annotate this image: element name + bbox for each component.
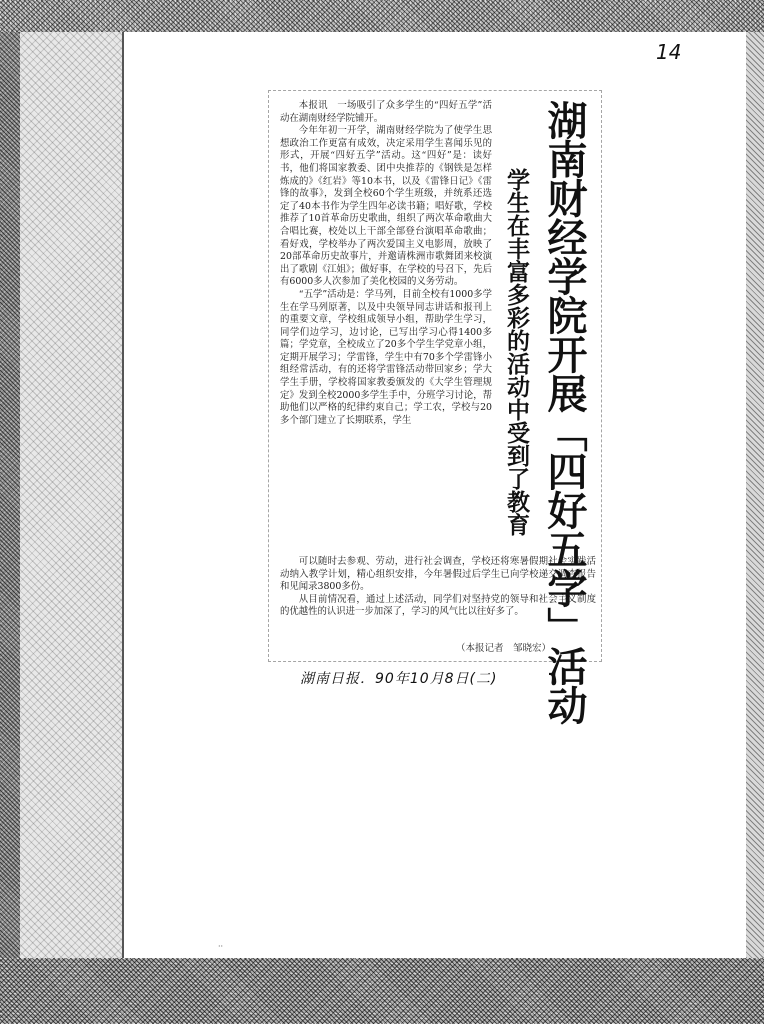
scan-speck: ·· xyxy=(218,942,224,951)
handwritten-source-note: 湖南日报．90年10月8日(二) xyxy=(300,671,498,687)
article-paragraph: 从目前情况看，通过上述活动，同学们对坚持党的领导和社会主义制度的优越性的认识进一步加深了，学习的风气比以往好多了。 xyxy=(280,593,596,618)
article-headline: 湖南财经学院开展「四好五学」活动 xyxy=(541,100,587,724)
article-paragraph: 本报讯 一场吸引了众多学生的“四好五学”活动在湖南财经学院铺开。 xyxy=(280,100,492,124)
article-paragraph: “五学”活动是：学马列，目前全校有1000多学生在学马列原著，以及中央领导同志讲话和报刊上的重要文章，学校组成领导小组，帮助学生学习，同学们边学习，边讨论，已写出学习心得1400多篇；学党章，全校成立了20多个学生学党章小组，定期开展学习；学雷锋，学生中有70多个学雷锋小组经常活动，有的还将学雷锋活动带回家乡；学大学生手册，学校将国家教委颁发的《大学生管理规定》发到全校2000多学生手中，分班学习讨论，帮助他们以严格的纪律约束自己；学工农，学校与20多个部门建立了长期联系，学生 xyxy=(280,288,492,426)
article-paragraph: 可以随时去参观、劳动，进行社会调查，学校还将寒暑假期社会实践活动纳入教学计划，精心组织安排，今年暑假过后学生已向学校递交调查报告和见闻录3800多份。 xyxy=(280,556,596,593)
scan-edge-top xyxy=(0,0,764,32)
scan-edge-left xyxy=(0,0,20,1024)
scan-edge-bottom xyxy=(0,958,764,1024)
article-subheadline: 学生在丰富多彩的活动中受到了教育 xyxy=(503,168,529,536)
article-byline: （本报记者 邹晓宏） xyxy=(456,643,552,654)
article-body-wide xyxy=(280,556,596,619)
scan-edge-right xyxy=(744,0,764,1024)
page-number: 14 xyxy=(656,40,682,64)
article-paragraph: 今年年初一开学，湖南财经学院为了使学生思想政治工作更富有成效，决定采用学生喜闻乐见的形式，开展“四好五学”活动。这“四好”是：读好书，他们将国家教委、团中央推荐的《钢铁是怎样炼成的》《红岩》等10本书，以及《雷锋日记》《雷锋的故事》，发到全校60个学生班级，并统系还选定了40本书作为学生四年必读书籍；唱好歌，学校推荐了10首革命历史歌曲，组织了两次革命歌曲大合唱比赛，校处以上干部全部登台演唱革命歌曲；看好戏，学校举办了两次爱国主义电影周，放映了20部革命历史故事片，并邀请株洲市歌舞团来校演出了歌剧《江姐》；做好事，在学校的号召下，先后有6000多人次参加了美化校园的义务劳动。 xyxy=(280,125,492,288)
article-body-column xyxy=(280,100,492,427)
